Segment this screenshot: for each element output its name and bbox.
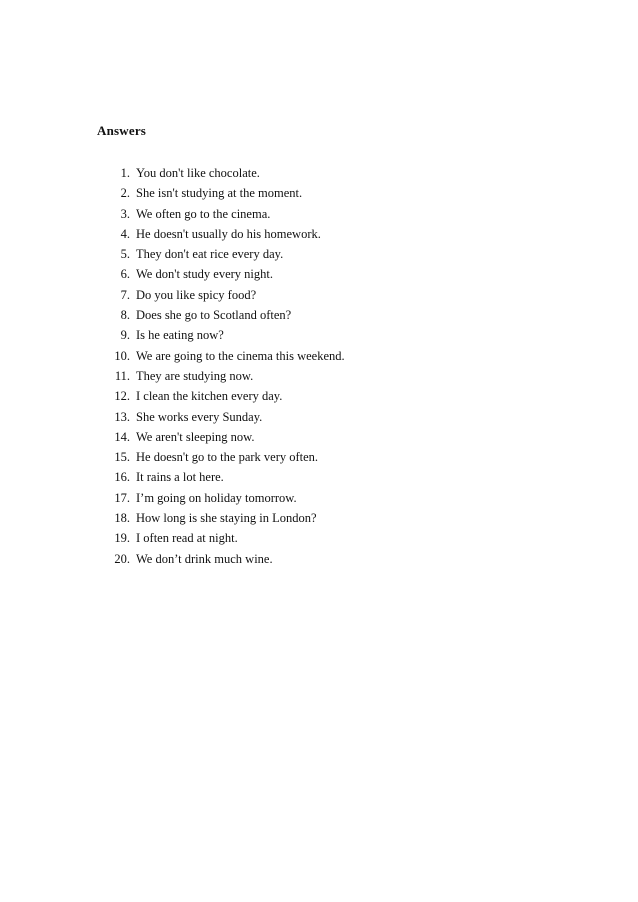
answer-number: 17. <box>114 490 130 505</box>
answer-number: 9. <box>120 328 130 343</box>
answer-text: Is he eating now? <box>136 328 224 343</box>
answer-text: We don't study every night. <box>136 267 273 282</box>
answer-number: 19. <box>114 531 130 546</box>
answer-text: He doesn't go to the park very often. <box>136 450 319 465</box>
answer-number: 18. <box>114 511 130 526</box>
answer-text: It rains a lot here. <box>136 470 224 485</box>
answer-text: We aren't sleeping now. <box>136 429 255 444</box>
page-title: Answers <box>97 123 147 138</box>
answer-number: 4. <box>120 226 130 241</box>
answer-text: I often read at night. <box>136 531 238 546</box>
answer-number: 13. <box>114 409 130 424</box>
answer-text: Do you like spicy food? <box>136 287 257 302</box>
answer-number: 7. <box>120 287 130 302</box>
answer-number: 6. <box>120 267 130 282</box>
answer-text: We are going to the cinema this weekend. <box>136 348 345 363</box>
answer-text: I’m going on holiday tomorrow. <box>136 490 297 505</box>
answer-number: 20. <box>114 551 130 566</box>
answer-text: You don't like chocolate. <box>136 166 260 180</box>
answer-number: 8. <box>120 308 130 323</box>
answer-number: 1. <box>120 166 130 180</box>
answer-text: I clean the kitchen every day. <box>136 389 283 404</box>
answer-number: 16. <box>114 470 130 485</box>
answer-number: 12. <box>114 389 130 404</box>
answer-text: We don’t drink much wine. <box>136 551 273 566</box>
answer-text: He doesn't usually do his homework. <box>136 226 321 241</box>
answer-text: They are studying now. <box>136 368 254 383</box>
answer-number: 5. <box>120 247 130 262</box>
answer-text: She isn't studying at the moment. <box>136 186 303 201</box>
answer-number: 14. <box>114 429 130 444</box>
answer-number: 2. <box>120 186 130 201</box>
answer-text: How long is she staying in London? <box>136 511 317 526</box>
answer-text: She works every Sunday. <box>136 409 263 424</box>
answer-text: They don't eat rice every day. <box>136 247 284 262</box>
answer-text: Does she go to Scotland often? <box>136 308 292 323</box>
answer-number: 15. <box>114 450 130 465</box>
answer-number: 3. <box>120 206 130 221</box>
answer-number: 10. <box>114 348 130 363</box>
answer-text: We often go to the cinema. <box>136 206 271 221</box>
answer-number: 11. <box>114 368 130 383</box>
